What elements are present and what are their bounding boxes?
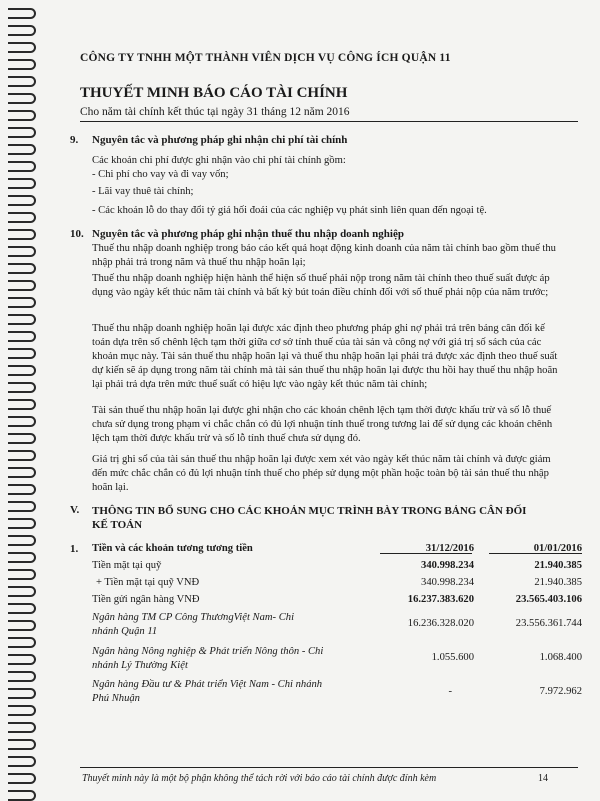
binding-ring <box>8 552 36 563</box>
table-row <box>92 577 582 591</box>
binding-ring <box>8 569 36 580</box>
section-10-paragraph: Thuế thu nhập doanh nghiệp hiện hành thể hiện số thuế phải nộp trong năm tài chính theo thuế suất được áp dụng vào ngày kết thúc năm tài chính và bất kỳ bút toán điều chỉnh đối với số thuế phải nộp của năm trước; <box>92 273 550 298</box>
binding-ring <box>8 127 36 138</box>
binding-ring <box>8 110 36 121</box>
binding-ring <box>8 603 36 614</box>
footer-divider <box>80 767 578 768</box>
section-9-intro: Các khoản chi phí được ghi nhận vào chi phí tài chính gồm: <box>92 155 346 166</box>
table-heading: Tiền và các khoản tương tương tiền <box>92 543 253 554</box>
column-underline <box>489 553 582 554</box>
table-row <box>92 645 582 675</box>
row-value-2016-end: 340.998.234 <box>421 560 474 571</box>
binding-ring <box>8 280 36 291</box>
binding-ring <box>8 263 36 274</box>
binding-ring <box>8 773 36 784</box>
page-number: 14 <box>538 773 548 784</box>
column-header-01-01-2016: 01/01/2016 <box>533 543 582 554</box>
section-10-paragraph: Thuế thu nhập doanh nghiệp trong báo cáo kết quả hoạt động kinh doanh của năm tài chính bao gồm thuế thu nhập phải trả trong năm và thuế thu nhập hoãn lại; <box>92 243 556 268</box>
binding-ring <box>8 76 36 87</box>
binding-ring <box>8 518 36 529</box>
binding-ring <box>8 8 36 19</box>
binding-ring <box>8 637 36 648</box>
binding-ring <box>8 297 36 308</box>
binding-ring <box>8 586 36 597</box>
row-label: Tiền gửi ngân hàng VNĐ <box>92 594 200 605</box>
row-value-2016-start: 21.940.385 <box>534 560 582 571</box>
section-v-number: V. <box>70 504 80 516</box>
binding-ring <box>8 195 36 206</box>
footer-note: Thuyết minh này là một bộ phận không thể tách rời với báo cáo tài chính được đính kèm <box>82 773 437 784</box>
binding-ring <box>8 314 36 325</box>
binding-ring <box>8 433 36 444</box>
binding-ring <box>8 365 36 376</box>
column-header-31-12-2016: 31/12/2016 <box>425 543 474 554</box>
column-underline <box>380 553 472 554</box>
section-10-heading: Nguyên tắc và phương pháp ghi nhận thuế thu nhập doanh nghiệp <box>92 228 404 240</box>
section-10-paragraph: Thuế thu nhập doanh nghiệp hoãn lại được xác định theo phương pháp ghi nợ phải trả trên bảng cân đối kế toán dựa trên số chênh lệch tạm thời giữa cơ sở tính thuế của tài sản và công nợ với giá trị số sách của các khoản mục này. Tài sản thuế thu nhập hoãn lại và thuế thu nhập hoãn lại phải trả được xác định theo thuế suất dự kiến sẽ áp dụng trong năm tài chính mà tài sản thuế thu nhập hoãn lại được thu hồi hay thuế thu nhập hoãn lại phải trả dựa trên mức thuế suất có hiệu lực vào ngày kết thúc năm tài chính; <box>92 323 558 390</box>
binding-ring <box>8 722 36 733</box>
table-row <box>92 560 582 574</box>
binding-ring <box>8 620 36 631</box>
binding-ring <box>8 688 36 699</box>
table-row <box>92 594 582 608</box>
table-number: 1. <box>70 543 79 555</box>
page-subtitle: Cho năm tài chính kết thúc tại ngày 31 tháng 12 năm 2016 <box>80 106 350 118</box>
row-value-2016-end: 16.237.383.620 <box>407 594 474 605</box>
row-value-2016-start: 23.565.403.106 <box>515 594 582 605</box>
binding-ring <box>8 59 36 70</box>
section-9-bullet: - Các khoản lỗ do thay đổi tỷ giá hối đoái của các nghiệp vụ phát sinh liên quan đến ngoại tệ. <box>92 205 487 216</box>
binding-ring <box>8 229 36 240</box>
table-row <box>92 678 582 708</box>
section-9-bullet: - Lãi vay thuê tài chính; <box>92 186 194 197</box>
table-row <box>92 611 582 641</box>
binding-ring <box>8 161 36 172</box>
binding-ring <box>8 467 36 478</box>
row-value-2016-end: 16.236.328.020 <box>407 618 474 629</box>
table-header-row <box>92 543 582 557</box>
binding-ring <box>8 144 36 155</box>
section-10-number: 10. <box>70 228 84 240</box>
row-value-2016-start: 21.940.385 <box>534 577 582 588</box>
binding-ring <box>8 416 36 427</box>
company-name: CÔNG TY TNHH MỘT THÀNH VIÊN DỊCH VỤ CÔNG ÍCH QUẬN 11 <box>80 52 451 64</box>
binding-ring <box>8 399 36 410</box>
row-value-2016-end: 1.055.600 <box>431 652 474 663</box>
binding-ring <box>8 739 36 750</box>
binding-ring <box>8 535 36 546</box>
section-9-heading: Nguyên tắc và phương pháp ghi nhận chi phí tài chính <box>92 134 348 146</box>
document-page <box>62 0 582 800</box>
section-v-title: THÔNG TIN BỔ SUNG CHO CÁC KHOẢN MỤC TRÌNH BÀY TRONG BẢNG CÂN ĐỐI KẾ TOÁN <box>92 505 527 531</box>
row-value-2016-start: 23.556.361.744 <box>515 618 582 629</box>
binding-ring <box>8 42 36 53</box>
binding-ring <box>8 212 36 223</box>
binding-ring <box>8 178 36 189</box>
row-label: Ngân hàng Nông nghiệp & Phát triển Nông thôn - Chi nhánh Lý Thường Kiệt <box>92 646 324 671</box>
row-value-2016-start: 7.972.962 <box>539 686 582 697</box>
binding-ring <box>8 382 36 393</box>
binding-ring <box>8 501 36 512</box>
row-value-2016-end: 340.998.234 <box>421 577 474 588</box>
binding-ring <box>8 348 36 359</box>
binding-ring <box>8 484 36 495</box>
row-label: Ngân hàng TM CP Công ThươngViệt Nam- Chi nhánh Quận 11 <box>92 612 295 637</box>
header-divider <box>80 121 578 122</box>
section-9-number: 9. <box>70 134 79 146</box>
binding-ring <box>8 790 36 801</box>
row-label: + Tiền mặt tại quỹ VNĐ <box>96 577 200 588</box>
binding-ring <box>8 705 36 716</box>
section-9-bullet: - Chi phí cho vay và đi vay vốn; <box>92 169 229 180</box>
binding-ring <box>8 654 36 665</box>
row-value-2016-end: - <box>448 686 452 697</box>
section-10-paragraph: Giá trị ghi sổ của tài sản thuế thu nhập hoãn lại được xem xét vào ngày kết thúc năm tài chính và được giảm đến mức chắc chắn có đủ lợi nhuận tính thuế cho phép sử dụng một phần hoặc toàn bộ tài sản thuế thu nhập hoãn lại. <box>92 454 551 493</box>
binding-ring <box>8 25 36 36</box>
spiral-binding <box>0 0 48 800</box>
row-label: Tiền mặt tại quỹ <box>92 560 162 571</box>
binding-ring <box>8 671 36 682</box>
binding-ring <box>8 331 36 342</box>
row-value-2016-start: 1.068.400 <box>539 652 582 663</box>
binding-ring <box>8 246 36 257</box>
page-title: THUYẾT MINH BÁO CÁO TÀI CHÍNH <box>80 85 348 101</box>
row-label: Ngân hàng Đầu tư & Phát triển Việt Nam - Chi nhánh Phú Nhuận <box>92 679 323 704</box>
binding-ring <box>8 756 36 767</box>
section-10-paragraph: Tài sản thuế thu nhập hoãn lại được ghi nhận cho các khoản chênh lệch tạm thời được khấu trừ và số lỗ thuế chưa sử dụng trong phạm vi chắc chắn có đủ lợi nhuận tính thuế trong tương lai để sử dụng các khoản chênh lệch tạm thời được khấu trừ và số lỗ tính thuế chưa sử dụng đó. <box>92 405 553 444</box>
binding-ring <box>8 450 36 461</box>
binding-ring <box>8 93 36 104</box>
